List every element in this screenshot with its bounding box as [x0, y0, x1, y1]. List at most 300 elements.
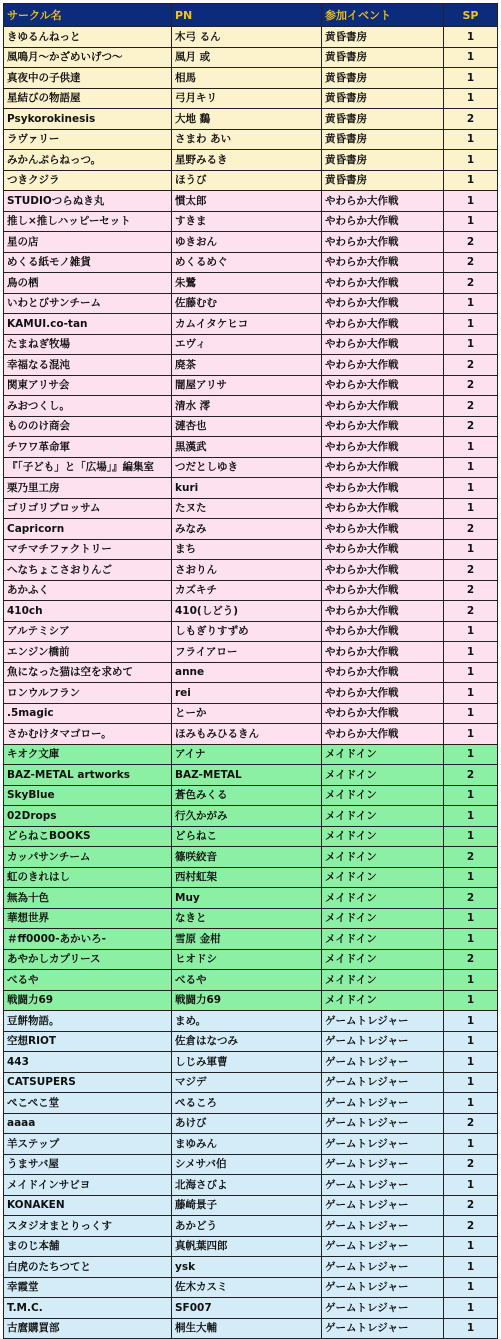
- event-cell: メイドイン: [322, 806, 444, 827]
- table-row: [4, 847, 498, 868]
- space-count-cell: 1: [444, 1277, 498, 1298]
- table-row: [4, 109, 498, 130]
- pen-name-cell: 佐藤むむ: [172, 293, 322, 314]
- space-count-cell: 1: [444, 498, 498, 519]
- table-row: [4, 1175, 498, 1196]
- pen-name-cell: 蒼色みくる: [172, 785, 322, 806]
- table-row: [4, 457, 498, 478]
- table-row: [4, 273, 498, 294]
- event-cell: やわらか大作戦: [322, 273, 444, 294]
- circle-name-cell: いわとびサンチーム: [4, 293, 172, 314]
- pen-name-cell: anne: [172, 662, 322, 683]
- pen-name-cell: 410(しどう): [172, 601, 322, 622]
- space-count-cell: 1: [444, 744, 498, 765]
- event-cell: やわらか大作戦: [322, 293, 444, 314]
- pen-name-cell: ヒオドシ: [172, 949, 322, 970]
- circle-name-cell: KAMUI.co-tan: [4, 314, 172, 335]
- pen-name-cell: アイナ: [172, 744, 322, 765]
- space-count-cell: 1: [444, 1011, 498, 1032]
- pen-name-cell: 北海さびよ: [172, 1175, 322, 1196]
- space-count-cell: 1: [444, 150, 498, 171]
- pen-name-cell: めくるめぐ: [172, 252, 322, 273]
- table-row: [4, 621, 498, 642]
- space-count-cell: 1: [444, 1031, 498, 1052]
- circle-name-cell: キオク文庫: [4, 744, 172, 765]
- event-cell: 黄昏書房: [322, 88, 444, 109]
- circle-name-cell: KONAKEN: [4, 1195, 172, 1216]
- header-circle-name: サークル名: [4, 4, 172, 27]
- space-count-cell: 1: [444, 1093, 498, 1114]
- table-row: [4, 314, 498, 335]
- circle-name-cell: 幸福なる混沌: [4, 355, 172, 376]
- event-cell: やわらか大作戦: [322, 621, 444, 642]
- circle-name-cell: 星の店: [4, 232, 172, 253]
- table-row: [4, 129, 498, 150]
- circle-name-cell: Psykorokinesis: [4, 109, 172, 130]
- circle-name-cell: 豆餅物語。: [4, 1011, 172, 1032]
- table-row: [4, 888, 498, 909]
- event-cell: ゲームトレジャー: [322, 1236, 444, 1257]
- circle-name-cell: 羊ステップ: [4, 1134, 172, 1155]
- event-cell: やわらか大作戦: [322, 539, 444, 560]
- circle-name-cell: Capricorn: [4, 519, 172, 540]
- pen-name-cell: 桐生大輔: [172, 1318, 322, 1339]
- circle-name-cell: 02Drops: [4, 806, 172, 827]
- event-cell: やわらか大作戦: [322, 478, 444, 499]
- circle-name-cell: スタジオまとりっくす: [4, 1216, 172, 1237]
- space-count-cell: 1: [444, 1175, 498, 1196]
- circle-name-cell: マチマチファクトリー: [4, 539, 172, 560]
- table-row: [4, 1298, 498, 1319]
- circle-name-cell: 443: [4, 1052, 172, 1073]
- table-row: [4, 1318, 498, 1339]
- circle-name-cell: 『「子ども」と「広場」』編集室: [4, 457, 172, 478]
- table-row: [4, 949, 498, 970]
- pen-name-cell: ゆきおん: [172, 232, 322, 253]
- pen-name-cell: さおりん: [172, 560, 322, 581]
- circle-name-cell: .5magic: [4, 703, 172, 724]
- circle-name-cell: 華想世界: [4, 908, 172, 929]
- pen-name-cell: シメサバ伯: [172, 1154, 322, 1175]
- event-cell: やわらか大作戦: [322, 396, 444, 417]
- circle-name-cell: T.M.C.: [4, 1298, 172, 1319]
- circle-name-cell: 空想RIOT: [4, 1031, 172, 1052]
- pen-name-cell: しじみ軍曹: [172, 1052, 322, 1073]
- event-cell: やわらか大作戦: [322, 211, 444, 232]
- pen-name-cell: 佐倉はなつみ: [172, 1031, 322, 1052]
- pen-name-cell: 闇屋アリサ: [172, 375, 322, 396]
- pen-name-cell: マジデ: [172, 1072, 322, 1093]
- event-cell: やわらか大作戦: [322, 232, 444, 253]
- pen-name-cell: 戦闘力69: [172, 990, 322, 1011]
- pen-name-cell: みなみ: [172, 519, 322, 540]
- pen-name-cell: 真帆葉四郎: [172, 1236, 322, 1257]
- event-cell: ゲームトレジャー: [322, 1318, 444, 1339]
- circle-name-cell: きゆるんねっと: [4, 27, 172, 48]
- pen-name-cell: 雪原 金柑: [172, 929, 322, 950]
- space-count-cell: 1: [444, 293, 498, 314]
- event-cell: ゲームトレジャー: [322, 1093, 444, 1114]
- table-row: [4, 1195, 498, 1216]
- pen-name-cell: ほみもみひるきん: [172, 724, 322, 745]
- circle-name-cell: 白虎のたちつてと: [4, 1257, 172, 1278]
- pen-name-cell: たヌた: [172, 498, 322, 519]
- event-cell: ゲームトレジャー: [322, 1072, 444, 1093]
- event-cell: 黄昏書房: [322, 170, 444, 191]
- table-row: [4, 27, 498, 48]
- circle-name-cell: CATSUPERS: [4, 1072, 172, 1093]
- event-cell: メイドイン: [322, 990, 444, 1011]
- space-count-cell: 2: [444, 1113, 498, 1134]
- event-cell: メイドイン: [322, 949, 444, 970]
- event-cell: 黄昏書房: [322, 27, 444, 48]
- circle-name-cell: つきクジラ: [4, 170, 172, 191]
- event-cell: メイドイン: [322, 908, 444, 929]
- table-row: [4, 375, 498, 396]
- event-cell: ゲームトレジャー: [322, 1195, 444, 1216]
- space-count-cell: 2: [444, 232, 498, 253]
- event-cell: やわらか大作戦: [322, 498, 444, 519]
- space-count-cell: 1: [444, 662, 498, 683]
- circle-name-cell: エンジン橋前: [4, 642, 172, 663]
- pen-name-cell: kuri: [172, 478, 322, 499]
- event-cell: ゲームトレジャー: [322, 1031, 444, 1052]
- space-count-cell: 1: [444, 621, 498, 642]
- pen-name-cell: 朱鷺: [172, 273, 322, 294]
- space-count-cell: 2: [444, 847, 498, 868]
- space-count-cell: 1: [444, 1052, 498, 1073]
- space-count-cell: 1: [444, 1236, 498, 1257]
- circle-name-cell: どらねこBOOKS: [4, 826, 172, 847]
- circle-name-cell: へなちょこさおりんご: [4, 560, 172, 581]
- pen-name-cell: べるや: [172, 970, 322, 991]
- event-cell: やわらか大作戦: [322, 662, 444, 683]
- table-row: [4, 1072, 498, 1093]
- space-count-cell: 1: [444, 170, 498, 191]
- space-count-cell: 1: [444, 47, 498, 68]
- circle-name-cell: 古麿購買部: [4, 1318, 172, 1339]
- event-cell: やわらか大作戦: [322, 355, 444, 376]
- space-count-cell: 2: [444, 396, 498, 417]
- space-count-cell: 1: [444, 683, 498, 704]
- space-count-cell: 2: [444, 252, 498, 273]
- pen-name-cell: 漣杏也: [172, 416, 322, 437]
- table-row: [4, 1011, 498, 1032]
- circle-name-cell: 410ch: [4, 601, 172, 622]
- space-count-cell: 1: [444, 457, 498, 478]
- pen-name-cell: ぺるころ: [172, 1093, 322, 1114]
- circle-name-cell: 虹のきれはし: [4, 867, 172, 888]
- space-count-cell: 1: [444, 806, 498, 827]
- table-row: [4, 908, 498, 929]
- space-count-cell: 2: [444, 765, 498, 786]
- space-count-cell: 1: [444, 539, 498, 560]
- pen-name-cell: カズキチ: [172, 580, 322, 601]
- space-count-cell: 1: [444, 970, 498, 991]
- event-cell: ゲームトレジャー: [322, 1298, 444, 1319]
- pen-name-cell: 廃茶: [172, 355, 322, 376]
- header-event: 参加イベント: [322, 4, 444, 27]
- table-row: [4, 1277, 498, 1298]
- pen-name-cell: とーか: [172, 703, 322, 724]
- space-count-cell: 1: [444, 1072, 498, 1093]
- space-count-cell: 1: [444, 129, 498, 150]
- space-count-cell: 1: [444, 437, 498, 458]
- event-cell: やわらか大作戦: [322, 601, 444, 622]
- circle-name-cell: BAZ-METAL artworks: [4, 765, 172, 786]
- table-row: [4, 47, 498, 68]
- table-row: [4, 806, 498, 827]
- space-count-cell: 1: [444, 929, 498, 950]
- space-count-cell: 1: [444, 703, 498, 724]
- space-count-cell: 2: [444, 949, 498, 970]
- table-row: [4, 1031, 498, 1052]
- pen-name-cell: まめ。: [172, 1011, 322, 1032]
- pen-name-cell: BAZ-METAL: [172, 765, 322, 786]
- pen-name-cell: 風月 或: [172, 47, 322, 68]
- pen-name-cell: Muy: [172, 888, 322, 909]
- event-cell: ゲームトレジャー: [322, 1011, 444, 1032]
- table-row: [4, 498, 498, 519]
- header-pen-name: PN: [172, 4, 322, 27]
- pen-name-cell: 西村虹架: [172, 867, 322, 888]
- pen-name-cell: 清水 澪: [172, 396, 322, 417]
- space-count-cell: 2: [444, 273, 498, 294]
- space-count-cell: 2: [444, 109, 498, 130]
- event-cell: メイドイン: [322, 888, 444, 909]
- pen-name-cell: つだとしゆき: [172, 457, 322, 478]
- event-cell: 黄昏書房: [322, 150, 444, 171]
- table-row: [4, 970, 498, 991]
- event-cell: メイドイン: [322, 970, 444, 991]
- header-space-count: SP: [444, 4, 498, 27]
- space-count-cell: 2: [444, 519, 498, 540]
- event-cell: ゲームトレジャー: [322, 1216, 444, 1237]
- space-count-cell: 1: [444, 785, 498, 806]
- table-header: [4, 4, 498, 27]
- table-row: [4, 1052, 498, 1073]
- space-count-cell: 1: [444, 908, 498, 929]
- pen-name-cell: 藤崎景子: [172, 1195, 322, 1216]
- table-row: [4, 1093, 498, 1114]
- table-row: [4, 68, 498, 89]
- event-cell: やわらか大作戦: [322, 314, 444, 335]
- table-row: [4, 683, 498, 704]
- event-cell: メイドイン: [322, 929, 444, 950]
- space-count-cell: 2: [444, 1154, 498, 1175]
- circle-list-table: [3, 3, 498, 1339]
- circle-name-cell: 風鳴月～かざめいげつ～: [4, 47, 172, 68]
- table-row: [4, 539, 498, 560]
- pen-name-cell: まゆみん: [172, 1134, 322, 1155]
- pen-name-cell: さまわ あい: [172, 129, 322, 150]
- table-row: [4, 252, 498, 273]
- table-row: [4, 560, 498, 581]
- table-row: [4, 580, 498, 601]
- space-count-cell: 2: [444, 888, 498, 909]
- pen-name-cell: ほうび: [172, 170, 322, 191]
- circle-name-cell: あやかしカプリース: [4, 949, 172, 970]
- table-row: [4, 334, 498, 355]
- space-count-cell: 2: [444, 1216, 498, 1237]
- circle-name-cell: 栗乃里工房: [4, 478, 172, 499]
- space-count-cell: 1: [444, 1257, 498, 1278]
- pen-name-cell: 慣太郎: [172, 191, 322, 212]
- table-row: [4, 1113, 498, 1134]
- table-row: [4, 191, 498, 212]
- table-row: [4, 826, 498, 847]
- event-cell: やわらか大作戦: [322, 437, 444, 458]
- pen-name-cell: カムイタケヒコ: [172, 314, 322, 335]
- circle-name-cell: カッパサンチーム: [4, 847, 172, 868]
- space-count-cell: 1: [444, 334, 498, 355]
- event-cell: メイドイン: [322, 785, 444, 806]
- space-count-cell: 1: [444, 88, 498, 109]
- circle-name-cell: ゴリゴリブロッサム: [4, 498, 172, 519]
- table-row: [4, 642, 498, 663]
- pen-name-cell: 黒漢武: [172, 437, 322, 458]
- event-cell: メイドイン: [322, 847, 444, 868]
- table-row: [4, 211, 498, 232]
- pen-name-cell: あかどう: [172, 1216, 322, 1237]
- table-row: [4, 150, 498, 171]
- event-cell: ゲームトレジャー: [322, 1257, 444, 1278]
- pen-name-cell: 行久かがみ: [172, 806, 322, 827]
- space-count-cell: 1: [444, 68, 498, 89]
- table-row: [4, 724, 498, 745]
- circle-name-cell: ＃ff0000-あかいろ-: [4, 929, 172, 950]
- space-count-cell: 2: [444, 375, 498, 396]
- event-cell: ゲームトレジャー: [322, 1052, 444, 1073]
- circle-name-cell: もののけ商会: [4, 416, 172, 437]
- space-count-cell: 1: [444, 211, 498, 232]
- pen-name-cell: SF007: [172, 1298, 322, 1319]
- event-cell: やわらか大作戦: [322, 191, 444, 212]
- circle-name-cell: 関東アリサ会: [4, 375, 172, 396]
- event-cell: 黄昏書房: [322, 47, 444, 68]
- circle-name-cell: 魚になった猫は空を求めて: [4, 662, 172, 683]
- circle-name-cell: さかむけタマゴロー。: [4, 724, 172, 745]
- table-row: [4, 765, 498, 786]
- circle-name-cell: べるや: [4, 970, 172, 991]
- table-row: [4, 1257, 498, 1278]
- pen-name-cell: 佐木カスミ: [172, 1277, 322, 1298]
- event-cell: やわらか大作戦: [322, 457, 444, 478]
- event-cell: やわらか大作戦: [322, 560, 444, 581]
- event-cell: ゲームトレジャー: [322, 1175, 444, 1196]
- event-cell: やわらか大作戦: [322, 580, 444, 601]
- pen-name-cell: どらねこ: [172, 826, 322, 847]
- circle-name-cell: 無為十色: [4, 888, 172, 909]
- event-cell: 黄昏書房: [322, 68, 444, 89]
- pen-name-cell: rei: [172, 683, 322, 704]
- table-row: [4, 88, 498, 109]
- event-cell: やわらか大作戦: [322, 334, 444, 355]
- space-count-cell: 2: [444, 416, 498, 437]
- table-row: [4, 232, 498, 253]
- event-cell: ゲームトレジャー: [322, 1154, 444, 1175]
- event-cell: メイドイン: [322, 765, 444, 786]
- pen-name-cell: ysk: [172, 1257, 322, 1278]
- pen-name-cell: 大地 鷭: [172, 109, 322, 130]
- space-count-cell: 1: [444, 826, 498, 847]
- circle-name-cell: あかふく: [4, 580, 172, 601]
- pen-name-cell: フライアロー: [172, 642, 322, 663]
- space-count-cell: 1: [444, 1318, 498, 1339]
- pen-name-cell: まち: [172, 539, 322, 560]
- table-row: [4, 1134, 498, 1155]
- space-count-cell: 1: [444, 191, 498, 212]
- event-cell: メイドイン: [322, 867, 444, 888]
- event-cell: やわらか大作戦: [322, 252, 444, 273]
- table-row: [4, 867, 498, 888]
- table-row: [4, 519, 498, 540]
- circle-name-cell: アルテミシア: [4, 621, 172, 642]
- circle-name-cell: 鳥の栖: [4, 273, 172, 294]
- table-body: [4, 27, 498, 1339]
- pen-name-cell: しもぎりすずめ: [172, 621, 322, 642]
- circle-name-cell: めくる紙モノ雑貨: [4, 252, 172, 273]
- table-row: [4, 990, 498, 1011]
- space-count-cell: 1: [444, 27, 498, 48]
- table-row: [4, 416, 498, 437]
- pen-name-cell: 星野みるき: [172, 150, 322, 171]
- event-cell: 黄昏書房: [322, 109, 444, 130]
- circle-name-cell: みかんぷらねっつ。: [4, 150, 172, 171]
- pen-name-cell: 木弓 るん: [172, 27, 322, 48]
- table-row: [4, 170, 498, 191]
- table-row: [4, 478, 498, 499]
- circle-name-cell: たまねぎ牧場: [4, 334, 172, 355]
- table-row: [4, 293, 498, 314]
- event-cell: やわらか大作戦: [322, 683, 444, 704]
- space-count-cell: 1: [444, 990, 498, 1011]
- circle-name-cell: STUDIOつらぬき丸: [4, 191, 172, 212]
- circle-name-cell: チワワ革命軍: [4, 437, 172, 458]
- pen-name-cell: なきと: [172, 908, 322, 929]
- circle-name-cell: 戦闘力69: [4, 990, 172, 1011]
- pen-name-cell: 弓月キリ: [172, 88, 322, 109]
- pen-name-cell: 篠咲絞音: [172, 847, 322, 868]
- circle-name-cell: 星結びの物語屋: [4, 88, 172, 109]
- circle-name-cell: ロンウルフラン: [4, 683, 172, 704]
- event-cell: ゲームトレジャー: [322, 1277, 444, 1298]
- event-cell: やわらか大作戦: [322, 703, 444, 724]
- circle-name-cell: SkyBlue: [4, 785, 172, 806]
- table-row: [4, 1216, 498, 1237]
- table-row: [4, 1236, 498, 1257]
- event-cell: ゲームトレジャー: [322, 1113, 444, 1134]
- circle-name-cell: うまサバ屋: [4, 1154, 172, 1175]
- circle-name-cell: 推し×推しハッピーセット: [4, 211, 172, 232]
- space-count-cell: 1: [444, 867, 498, 888]
- space-count-cell: 1: [444, 478, 498, 499]
- space-count-cell: 1: [444, 1298, 498, 1319]
- event-cell: やわらか大作戦: [322, 416, 444, 437]
- table-row: [4, 1154, 498, 1175]
- space-count-cell: 2: [444, 1195, 498, 1216]
- circle-name-cell: 真夜中の子供達: [4, 68, 172, 89]
- event-cell: やわらか大作戦: [322, 724, 444, 745]
- event-cell: ゲームトレジャー: [322, 1134, 444, 1155]
- circle-name-cell: みおつくし。: [4, 396, 172, 417]
- event-cell: 黄昏書房: [322, 129, 444, 150]
- space-count-cell: 1: [444, 314, 498, 335]
- pen-name-cell: すきま: [172, 211, 322, 232]
- table-row: [4, 785, 498, 806]
- table-row: [4, 355, 498, 376]
- circle-name-cell: 幸霞堂: [4, 1277, 172, 1298]
